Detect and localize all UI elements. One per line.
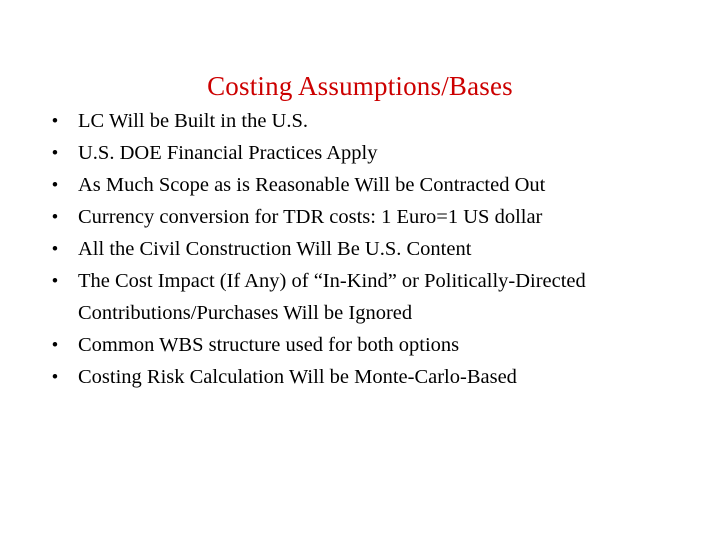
bullet-list xyxy=(38,106,698,394)
list-item xyxy=(38,138,698,170)
list-item-label: All the Civil Construction Will Be U.S. Content xyxy=(78,238,472,260)
bullet-icon: • xyxy=(51,271,59,292)
list-item xyxy=(38,362,698,394)
bullet-icon: • xyxy=(51,334,59,356)
list-item-label: The Cost Impact (If Any) of “In-Kind” or Politically-Directed Contributions/Purchases Will be Ignored xyxy=(78,270,591,324)
list-item xyxy=(38,234,698,266)
list-item-label: Costing Risk Calculation Will be Monte-Carlo-Based xyxy=(78,365,517,388)
list-item xyxy=(38,266,698,329)
list-item xyxy=(38,330,698,362)
bullet-icon: • xyxy=(51,207,59,228)
list-item xyxy=(38,170,698,202)
bullet-icon: • xyxy=(51,111,59,132)
list-item-label: LC Will be Built in the U.S. xyxy=(78,110,308,132)
list-item xyxy=(38,106,698,138)
bullet-icon: • xyxy=(51,366,59,388)
bullet-icon: • xyxy=(51,175,59,196)
bullet-icon: • xyxy=(51,143,59,164)
page-title: Costing Assumptions/Bases xyxy=(207,71,513,102)
list-item-label: Common WBS structure used for both options xyxy=(78,333,460,356)
list-item-label: Currency conversion for TDR costs: 1 Euro=1 US dollar xyxy=(78,206,543,228)
list-item-label: U.S. DOE Financial Practices Apply xyxy=(78,142,378,164)
list-item-label: As Much Scope as is Reasonable Will be Contracted Out xyxy=(78,174,546,196)
bullet-icon: • xyxy=(51,239,59,260)
list-item xyxy=(38,202,698,234)
